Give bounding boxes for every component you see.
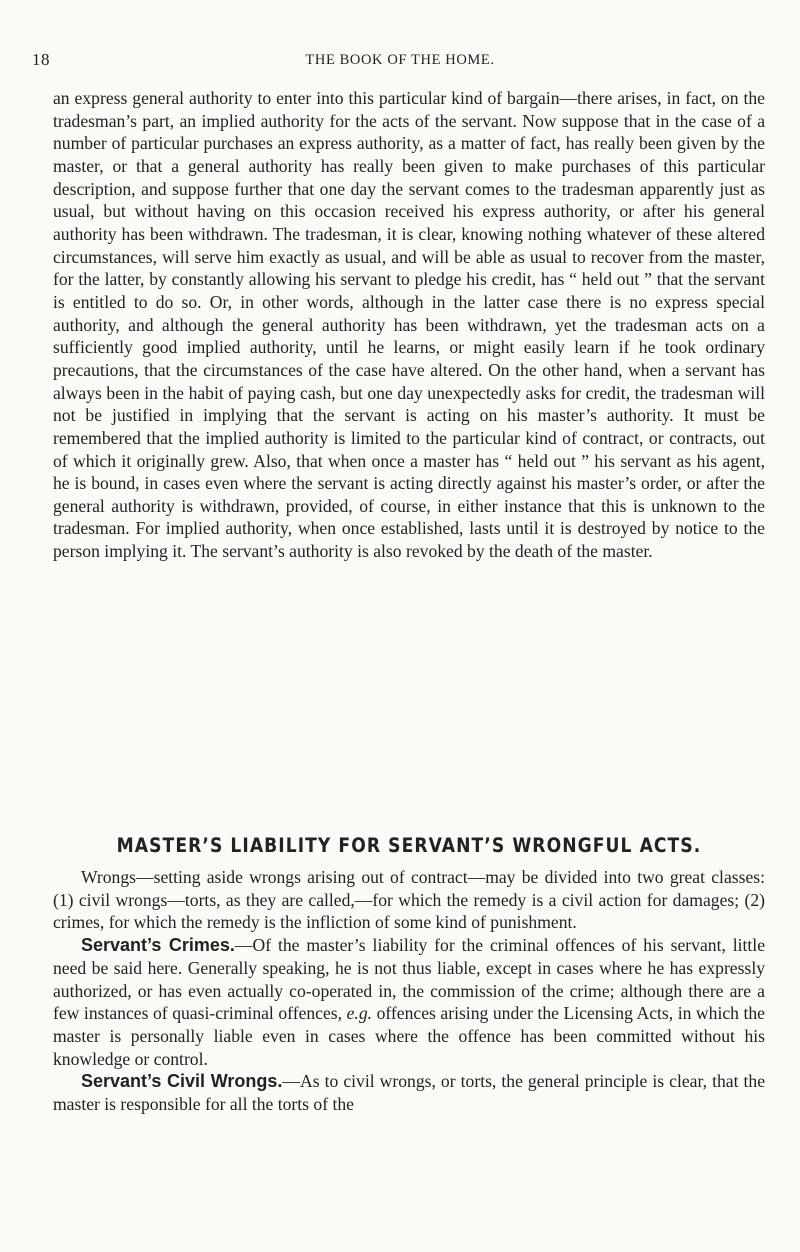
section-intro-paragraph: Wrongs—setting aside wrongs arising out of contract—may be divided into two great classes: (1) civil wrongs—torts, as they are called,—for which the remedy is a civil action for damages; (2) crimes, for which the remedy is the infliction of some kind of punishment. [53, 867, 765, 933]
section-body [53, 866, 765, 1116]
servants-civil-wrongs-paragraph [53, 1070, 765, 1115]
servants-civil-wrongs-run-in-heading: Servant’s Civil Wrongs. [81, 1071, 283, 1092]
servants-civil-wrongs-text: —As to civil wrongs, or torts, the general principle is clear, that the master is responsible for all the torts of the [53, 1071, 766, 1115]
servants-crimes-text-part-2: offences arising under the Licensing Acts, in which the master is personally liable even in cases where the offence has been committed without his knowledge or control. [53, 1003, 765, 1069]
servants-crimes-text-part-1: —Of the master’s liability for the criminal offences of his servant, little need be said here. Generally speaking, he is not thus liable, except in cases where he has expressly authorized, or has even actually co-operated in, the commission of the crime; although there are a few instances of quasi-criminal offences, [53, 935, 765, 1024]
page-number: 18 [32, 50, 50, 69]
servants-crimes-run-in-heading: Servant’s Crimes. [81, 935, 235, 956]
continued-paragraph: an express general authority to enter into this particular kind of bargain—there arises, in fact, on the tradesman’s part, an implied authority for the acts of the servant. Now suppose that in the case of a number of particular purchases an express authority, as a matter of fact, has really been given by the master, or that a general authority has really been given to make purchases of this particular description, and suppose further that one day the servant comes to the tradesman apparently just as usual, but without having on this occasion received his express authority, or after his general authority has been withdrawn. The tradesman, it is clear, knowing nothing whatever of these altered circumstances, will serve him exactly as usual, and will be able as usual to recover from the master, for the latter, by constantly allowing his servant to pledge his credit, has “ held out ” that the servant is entitled to do so. Or, in other words, although in the latter case there is no express special authority, and although the general authority has been withdrawn, yet the tradesman acts on a sufficiently good implied authority, until he learns, or might easily learn if he took ordinary precautions, that the circumstances of the case have altered. On the other hand, when a servant has always been in the habit of paying cash, but one day unexpectedly asks for credit, the tradesman will not be justified in implying that the servant is acting on his master’s authority. It must be remembered that the implied authority is limited to the particular kind of contract, or contracts, out of which it originally grew. Also, that when once a master has “ held out ” his servant as his agent, he is bound, in cases even where the servant is acting directly against his master’s order, or after the general authority is withdrawn, provided, of course, in either instance that this is unknown to the tradesman. For implied authority, when once established, lasts until it is destroyed by notice to the person implying it. The servant’s authority is also revoked by the death of the master. [53, 88, 765, 562]
running-head: THE BOOK OF THE HOME. [305, 52, 495, 68]
page-header [0, 50, 800, 80]
eg-abbreviation: e.g. [346, 1003, 373, 1024]
servants-crimes-paragraph [53, 934, 765, 1070]
section-heading: MASTER’S LIABILITY FOR SERVANT’S WRONGFUL ACTS. [116, 834, 702, 857]
